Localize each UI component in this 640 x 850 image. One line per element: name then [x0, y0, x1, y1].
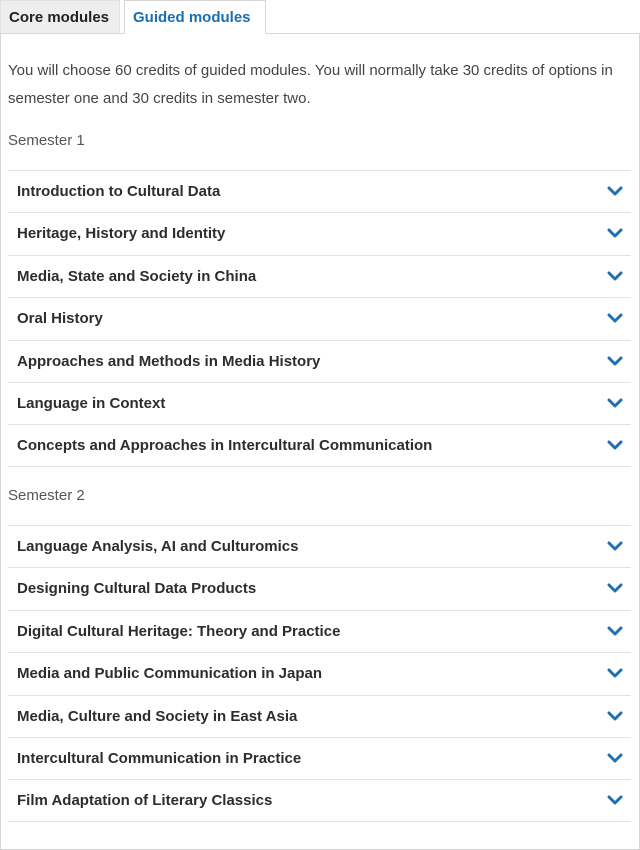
module-title: Digital Cultural Heritage: Theory and Practice [17, 622, 341, 640]
tab-core-modules[interactable]: Core modules [0, 0, 120, 33]
chevron-down-icon[interactable] [607, 312, 623, 324]
tab-guided-modules[interactable]: Guided modules [124, 0, 266, 34]
chevron-down-icon[interactable] [607, 625, 623, 637]
chevron-down-icon[interactable] [607, 355, 623, 367]
module-title: Language Analysis, AI and Culturomics [17, 538, 299, 555]
module-accordion-item[interactable] [8, 424, 631, 466]
module-accordion-item[interactable] [8, 652, 631, 694]
module-title: Concepts and Approaches in Intercultural Communication [17, 437, 433, 455]
semester-2-module-list [8, 525, 631, 822]
module-accordion-item[interactable] [8, 212, 631, 254]
module-accordion-item[interactable] [8, 695, 631, 737]
chevron-down-icon[interactable] [607, 752, 623, 764]
module-title: Heritage, History and Identity [17, 225, 226, 243]
module-title: Designing Cultural Data Products [17, 580, 257, 598]
module-title: Intercultural Communication in Practice [17, 749, 302, 767]
module-accordion-item[interactable] [8, 567, 631, 609]
module-title: Oral History [17, 310, 103, 328]
module-title: Film Adaptation of Literary Classics [17, 792, 273, 810]
semester-2-heading: Semester 2 [8, 487, 85, 504]
module-accordion-item[interactable] [8, 382, 631, 424]
module-title: Approaches and Methods in Media History [17, 352, 321, 370]
module-accordion-item[interactable] [8, 525, 631, 567]
module-title: Media and Public Communication in Japan [17, 665, 323, 683]
module-accordion-item[interactable] [8, 610, 631, 652]
chevron-down-icon[interactable] [607, 270, 623, 282]
module-title: Media, Culture and Society in East Asia [17, 707, 298, 725]
chevron-down-icon[interactable] [607, 667, 623, 679]
module-title: Introduction to Cultural Data [17, 183, 221, 200]
module-title: Media, State and Society in China [17, 267, 257, 285]
module-title: Language in Context [17, 394, 166, 412]
chevron-down-icon[interactable] [607, 540, 623, 552]
semester-1-module-list [8, 170, 631, 467]
chevron-down-icon[interactable] [607, 227, 623, 239]
chevron-down-icon[interactable] [607, 710, 623, 722]
semester-1-heading: Semester 1 [8, 132, 85, 149]
module-accordion-item[interactable] [8, 255, 631, 297]
module-accordion-item[interactable] [8, 779, 631, 821]
module-accordion-item[interactable] [8, 340, 631, 382]
chevron-down-icon[interactable] [607, 582, 623, 594]
module-accordion-item[interactable] [8, 170, 631, 212]
module-accordion-item[interactable] [8, 737, 631, 779]
chevron-down-icon[interactable] [607, 439, 623, 451]
chevron-down-icon[interactable] [607, 794, 623, 806]
chevron-down-icon[interactable] [607, 185, 623, 197]
intro-text: You will choose 60 credits of guided modules. You will normally take 30 credits of options in semester one and 30 credits in semester two. [8, 62, 613, 107]
module-accordion-item[interactable] [8, 297, 631, 339]
module-tabs [0, 0, 640, 34]
chevron-down-icon[interactable] [607, 397, 623, 409]
